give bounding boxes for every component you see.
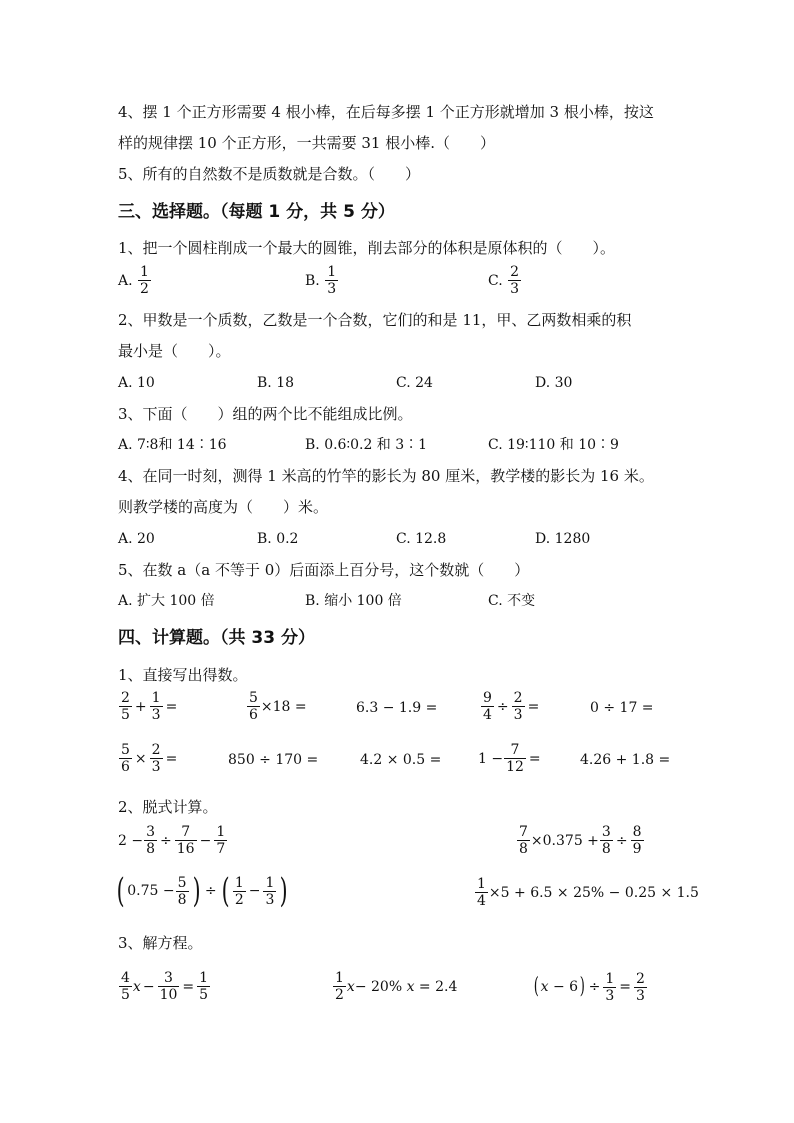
s4-p1-title: 1、直接写出得数。 — [118, 666, 248, 684]
calc-expr-3: 6.3 − 1.9 = — [356, 700, 438, 716]
s3-q2-stem1: 2、甲数是一个质数，乙数是一个合数，它们的和是 11，甲、乙两数相乘的积 — [118, 311, 632, 329]
s3-q1-stem: 1、把一个圆柱削成一个最大的圆锥，削去部分的体积是原体积的（ ）。 — [118, 239, 616, 257]
s3-q2-stem2: 最小是（ ）。 — [118, 342, 231, 360]
s3-q1-option-b: B. $\frac{1}{3}$ — [305, 264, 337, 297]
s3-q4-stem1: 4、在同一时刻，测得 1 米高的竹竿的影长为 80 厘米，教学楼的影长为 16 米。 — [118, 467, 654, 485]
s2-q5: 5、所有的自然数不是质数就是合数。（ ） — [118, 165, 421, 183]
s3-q4-option-a: A. 20 — [118, 531, 155, 547]
calc-expr-2: $\frac{5}{6}$ ×18 = — [249, 690, 307, 723]
s3-q3-option-c: C. 19∶110 和 10∶9 — [488, 437, 619, 453]
s3-q4-option-c: C. 12.8 — [396, 531, 447, 547]
s3-q3-option-a: A. 7∶8和 14∶16 — [118, 437, 227, 453]
s3-q1-option-a: A. $\frac{1}{2}$ — [118, 264, 149, 297]
section-3-heading: 三、选择题。（每题 1 分，共 5 分） — [118, 202, 395, 222]
calc-expr-8: 4.2 × 0.5 = — [360, 752, 442, 768]
calc-expr-7: 850 ÷ 170 = — [228, 752, 319, 768]
stepwise-expr-2: $\frac{7}{8}$ ×0.375 + $\frac{3}{8}$ ÷ $\frac{8}{9}$ — [519, 824, 642, 857]
s3-q4-option-b: B. 0.2 — [257, 531, 299, 547]
s4-p3-title: 3、解方程。 — [118, 934, 203, 952]
s3-q2-option-d: D. 30 — [535, 375, 573, 391]
s3-q5-option-b: B. 缩小 100 倍 — [305, 593, 402, 609]
s2-q4-line2: 样的规律摆 10 个正方形，一共需要 31 根小棒.（ ） — [118, 134, 496, 152]
equation-3: ( x − 6 ) ÷ $\frac{1}{3}$ = $\frac{2}{3}$ — [533, 970, 645, 1004]
calc-expr-9: 1 − $\frac{7}{12}$ = — [478, 742, 541, 775]
s3-q2-option-a: A. 10 — [118, 375, 155, 391]
s3-q4-stem2: 则教学楼的高度为（ ）米。 — [118, 498, 329, 516]
calc-expr-10: 4.26 + 1.8 = — [580, 752, 671, 768]
s4-p2-title: 2、脱式计算。 — [118, 798, 218, 816]
s3-q3-option-b: B. 0.6∶0.2 和 3∶1 — [305, 437, 428, 453]
s3-q2-option-b: B. 18 — [257, 375, 295, 391]
calc-expr-6: $\frac{5}{6}$ × $\frac{2}{3}$ = — [121, 742, 178, 775]
calc-expr-5: 0 ÷ 17 = — [590, 700, 654, 716]
s3-q5-option-a: A. 扩大 100 倍 — [118, 593, 215, 609]
stepwise-expr-1: 2 − $\frac{3}{8}$ ÷ $\frac{7}{16}$ − $\frac{1}{7}$ — [118, 824, 226, 857]
stepwise-expr-4: $\frac{1}{4}$ ×5 + 6.5 × 25% − 0.25 × 1.5 — [477, 876, 699, 909]
equation-1: $\frac{4}{5}$ x − $\frac{3}{10}$ = $\frac{1}{5}$ — [121, 970, 209, 1003]
equation-2: $\frac{1}{2}$ x − 20% x = 2.4 — [335, 970, 458, 1003]
section-4-heading: 四、计算题。（共 33 分） — [118, 628, 315, 648]
s3-q2-option-c: C. 24 — [396, 375, 433, 391]
s3-q5-option-c: C. 不变 — [488, 593, 536, 609]
calc-expr-4: $\frac{9}{4}$ ÷ $\frac{2}{3}$ = — [483, 690, 540, 723]
s3-q1-option-c: C. $\frac{2}{3}$ — [488, 264, 520, 297]
s3-q3-stem: 3、下面（ ）组的两个比不能组成比例。 — [118, 405, 413, 423]
s3-q5-stem: 5、在数 a（a 不等于 0）后面添上百分号，这个数就（ ） — [118, 561, 530, 579]
s2-q4-line1: 4、摆 1 个正方形需要 4 根小棒，在后每多摆 1 个正方形就增加 3 根小棒，按这 — [118, 103, 654, 121]
calc-expr-1: $\frac{2}{5}$ + $\frac{1}{3}$ = — [121, 690, 178, 723]
s3-q4-option-d: D. 1280 — [535, 531, 591, 547]
stepwise-expr-3: ( 0.75 − $\frac{5}{8}$ ) ÷ ( $\frac{1}{2}$ − $\frac{1}{3}$ ) — [116, 871, 289, 911]
